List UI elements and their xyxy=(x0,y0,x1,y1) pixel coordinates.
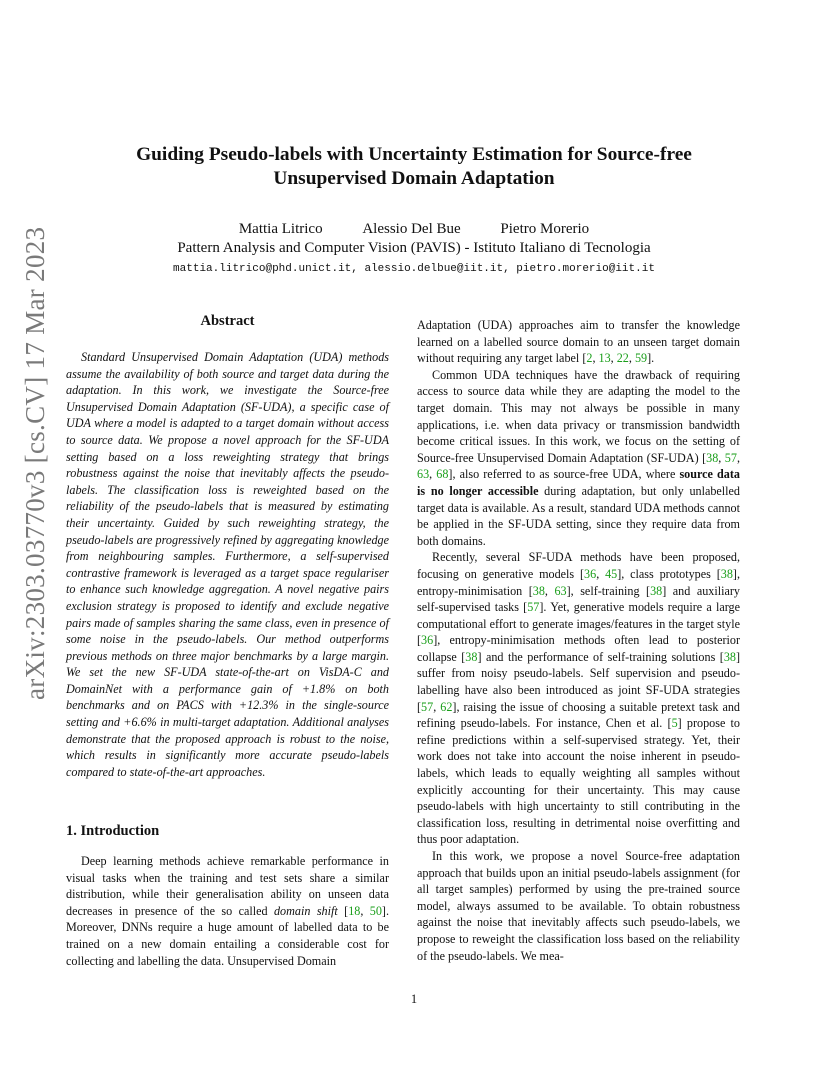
paper-title xyxy=(80,143,748,191)
text-run: ] propose to refine predictions within a self-supervised strategy. Yet, their work does not take into account the noise inherent in pseudo-labels, which leads to equally weighting all samples without explicitly accounting for their uncertainty. This may cause pseudo-labels with high uncertainty to still contributing in the classification loss, resulting in detrimental noise overfitting and thus poor adaptation. xyxy=(417,716,740,847)
author-list xyxy=(80,220,748,239)
text-run: , xyxy=(360,903,370,918)
right-paragraph-3: In this work, we propose a novel Source-free adaptation approach that builds upon an initial pseudo-labels assignment (for all target samples) performed by using the pre-trained source model, always assumed to be available. To obtain robustness against the noise that inevitably affects such pseudo-labels, we propose to reweight the classification loss based on the reliability of the pseudo-labels. We mea- xyxy=(417,849,740,963)
text-run: ]. Yet, generative models require a large computational effort to generate images/features in the target style [ xyxy=(417,600,741,648)
citation-link[interactable]: 45 xyxy=(605,566,618,581)
citation-link[interactable]: 36 xyxy=(584,566,597,581)
citation-link[interactable]: 50 xyxy=(369,903,382,918)
title-line-2: Unsupervised Domain Adaptation xyxy=(273,168,555,189)
right-paragraph-0 xyxy=(417,317,740,367)
introduction-left-column xyxy=(66,853,389,969)
text-run: during adaptation, but only unlabelled target data is available. As a result, standard UDA methods cannot be applied in the SF-UDA setting, since they require data from both domains. xyxy=(417,483,741,548)
arxiv-stamp: arXiv:2303.03770v3 [cs.CV] 17 Mar 2023 xyxy=(20,226,50,700)
author-name: Mattia Litrico xyxy=(238,221,323,237)
citation-link[interactable]: 38 xyxy=(706,450,719,465)
text-run: , xyxy=(610,351,617,366)
right-paragraph-1 xyxy=(417,367,740,550)
domain-shift-term: domain shift xyxy=(273,903,338,918)
citation-link[interactable]: 57 xyxy=(724,450,737,465)
citation-link[interactable]: 57 xyxy=(421,699,434,714)
text-run: , xyxy=(592,351,599,366)
author-emails: mattia.litrico@phd.unict.it, alessio.delbue@iit.it, pietro.morerio@iit.it xyxy=(173,263,655,275)
text-run: Recently, several SF-UDA methods have been proposed, focusing on generative models [ xyxy=(417,550,740,581)
introduction-heading: 1. Introduction xyxy=(66,823,160,839)
text-run: , xyxy=(628,351,635,366)
text-run: ], self-training [ xyxy=(566,583,651,598)
citation-link[interactable]: 2 xyxy=(586,351,593,366)
text-run: Common UDA techniques have the drawback of requiring access to source data while they are adapting the model to the target domain. This may not always be possible in many applications, i.e. when data privacy or transmission bandwidth become critical issues. In this work, we focus on the setting of Source-free Unsupervised Domain Adaptation (SF-UDA) [ xyxy=(417,367,740,465)
citation-link[interactable]: 57 xyxy=(527,600,540,615)
text-run: [ xyxy=(337,903,349,918)
intro-paragraph-1 xyxy=(66,853,389,969)
abstract-text: Standard Unsupervised Domain Adaptation (UDA) methods assume the availability of both source and target data during the adaptation. In this work, we investigate the Source-free Unsupervised Domain Adaptation (SF-UDA), a specific case of UDA where a model is adapted to a target domain without access to source data. We propose a novel approach for the SF-UDA setting based on a loss reweighting strategy that brings robustness against the noise that inevitably affects the pseudo-labels. The classification loss is reweighted based on the reliability of the pseudo-labels that is measured by estimating their uncertainty. Guided by such reweighting strategy, the pseudo-labels are progressively refined by aggregating knowledge from neighbouring samples. Furthermore, a self-supervised contrastive framework is leveraged as a target space regulariser to enhance such knowledge aggregation. A novel negative pairs exclusion strategy is proposed to identify and exclude negative pairs made of samples sharing the same class, even in presence of some noise in the pseudo-labels. Our method outperforms previous methods on three major benchmarks by a large margin. We set the new SF-UDA state-of-the-art on VisDA-C and DomainNet with a performance gain of +1.8% on both benchmarks and on PACS with +12.3% in the single-source setting and +6.6% in multi-target adaptation. Additional analyses demonstrate that the proposed approach is robust to the noise, which results in significantly more accurate pseudo-labels compared to state-of-the-art approaches. xyxy=(66,350,389,779)
text-run: , xyxy=(429,467,437,482)
citation-link[interactable]: 63 xyxy=(417,467,430,482)
text-run: ], raising the issue of choosing a suitable pretext task and refining pseudo-labels. For instance, Chen et al. [ xyxy=(417,699,741,731)
citation-link[interactable]: 18 xyxy=(348,903,361,918)
citation-link[interactable]: 63 xyxy=(554,583,567,598)
citation-link[interactable]: 5 xyxy=(671,716,678,731)
author-name: Pietro Morerio xyxy=(500,221,590,237)
affiliation: Pattern Analysis and Computer Vision (PAVIS) - Istituto Italiano di Tecnologia xyxy=(177,240,651,256)
text-run: ] suffer from noisy pseudo-labels. Self supervision and pseudo-labelling have also been introduced as joint SF-UDA strategies [ xyxy=(417,649,741,714)
citation-link[interactable]: 36 xyxy=(421,633,434,648)
text-run: , xyxy=(718,450,725,465)
page-number: 1 xyxy=(410,992,418,1006)
text-run: , xyxy=(544,583,555,598)
text-run: ] and auxiliary self-supervised tasks [ xyxy=(417,583,740,615)
citation-link[interactable]: 38 xyxy=(720,566,733,581)
text-run: ] and the performance of self-training solutions [ xyxy=(477,649,724,664)
title-line-1: Guiding Pseudo-labels with Uncertainty Estimation for Source-free xyxy=(136,144,692,165)
text-run: ]. Moreover, DNNs require a huge amount of labelled data to be trained on a new domain entailing a considerable cost for collecting and labelling the data. Unsupervised Domain xyxy=(66,903,389,968)
author-name: Alessio Del Bue xyxy=(362,221,461,237)
text-run: ], also referred to as source-free UDA, where xyxy=(448,467,680,482)
citation-link[interactable]: 38 xyxy=(532,583,545,598)
abstract-heading: Abstract xyxy=(200,313,255,329)
text-run: ], entropy-minimisation methods often lead to posterior collapse [ xyxy=(417,633,740,664)
citation-link[interactable]: 62 xyxy=(440,699,453,714)
emphasis-text: source data is no longer accessible xyxy=(417,467,740,498)
text-run: Adaptation (UDA) approaches aim to transfer the knowledge learned on a labelled source domain to an unseen target domain without requiring any target label [ xyxy=(417,318,740,366)
citation-link[interactable]: 38 xyxy=(465,649,478,664)
abstract-body xyxy=(66,349,389,780)
text-run: ], class prototypes [ xyxy=(617,566,721,581)
text-run: ], entropy-minimisation [ xyxy=(417,566,740,598)
text-run: , xyxy=(736,450,740,465)
text-run: , xyxy=(596,566,606,581)
text-run: , xyxy=(433,699,441,714)
citation-link[interactable]: 38 xyxy=(650,583,663,598)
text-run: ]. xyxy=(647,351,655,366)
right-paragraph-2 xyxy=(417,549,740,848)
right-column xyxy=(417,317,740,964)
citation-link[interactable]: 13 xyxy=(598,351,611,366)
citation-link[interactable]: 68 xyxy=(436,467,449,482)
citation-link[interactable]: 22 xyxy=(616,351,629,366)
text-run: Deep learning methods achieve remarkable performance in visual tasks when the training and test sets share a similar distribution, while their generalisation ability on unseen data decreases in presence of the so called xyxy=(66,854,389,918)
citation-link[interactable]: 59 xyxy=(634,351,648,366)
citation-link[interactable]: 38 xyxy=(723,649,736,664)
